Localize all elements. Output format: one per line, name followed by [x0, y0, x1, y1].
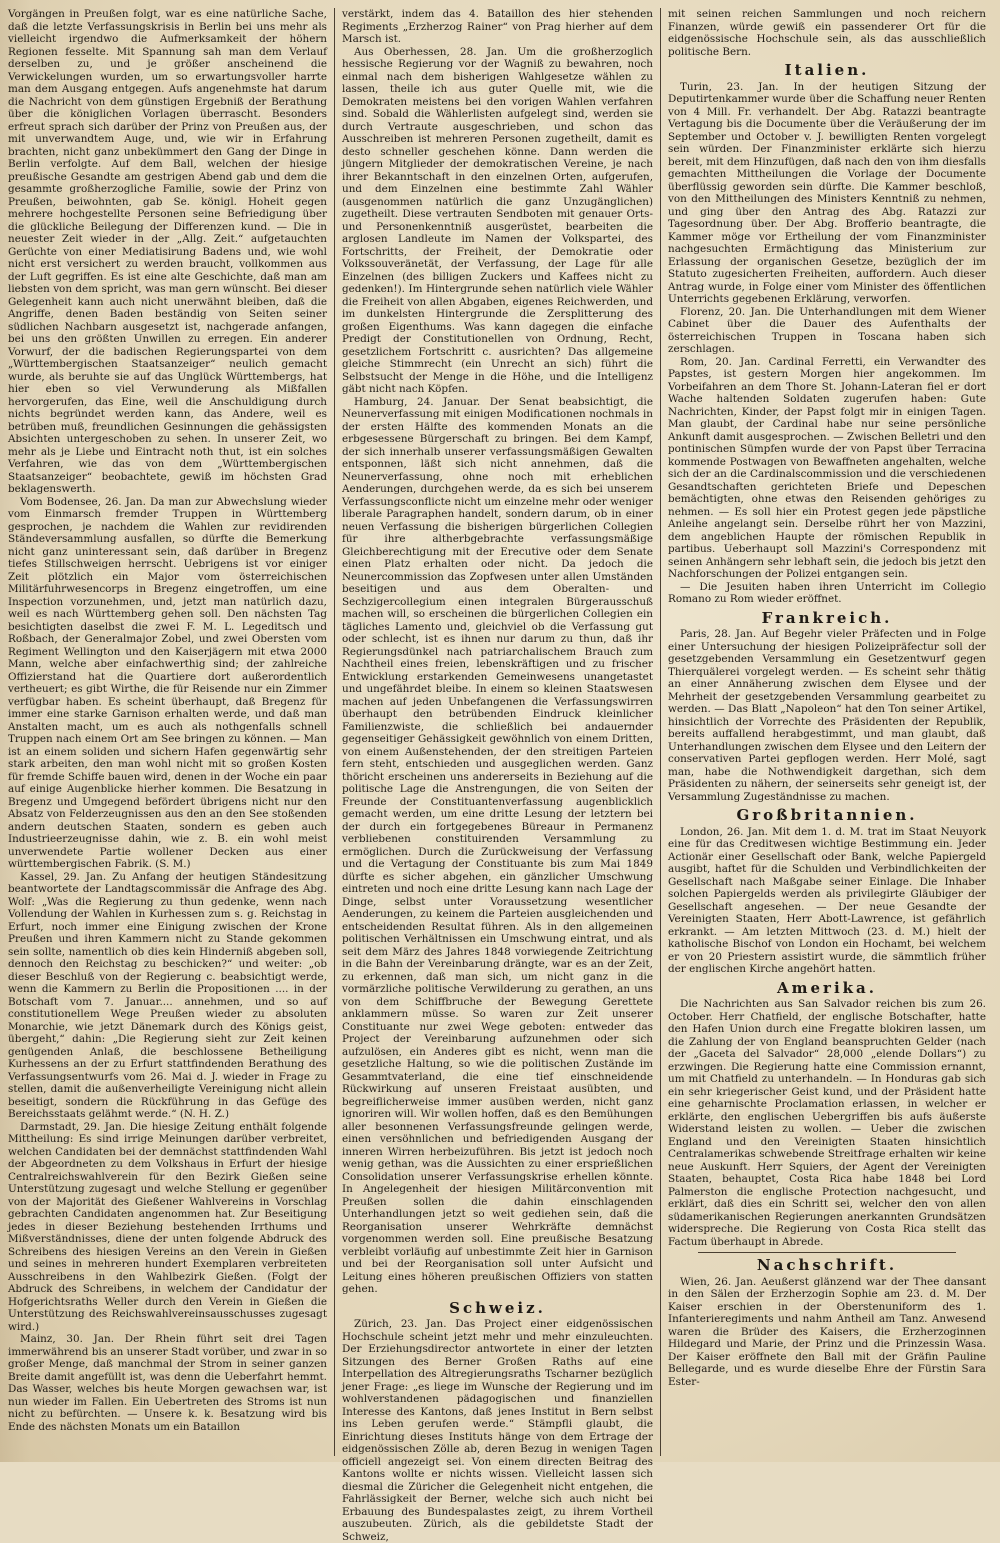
article-paragraph: — Die Jesuiten haben ihren Unterricht im Collegio Romano zu Rom wieder eröffnet. — [668, 580, 986, 605]
section-heading-schweiz: Schweiz. — [449, 1298, 546, 1317]
article-paragraph: Rom, 20. Jan. Cardinal Ferretti, ein Verwandter des Papstes, ist gestern Morgen hier angekommen. Im Vorbeifahren an dem Thore St. Johann-Lateran fiel er dort Wache haltenden Soldaten zugerufen haben: Gute Nachrichten, Kinder, der Papst folgt mir in einigen Tagen. Man glaubt, der Cardinal habe nur seine persönliche Ankunft damit ausgesprochen. — Zwischen Belletri und den pontinischen Sümpfen wurde der von Papst über Terracina kommende Postwagen von Bewaffneten angehalten, welche sich der an die Cardinalscommission und die verschiedenen Gesandtschaften gerichteten Briefe und Depeschen bemächtigten, ohne etwas den Reisenden gehöriges zu nehmen. — Es soll hier ein Protest gegen jede päpstliche Anleihe angelangt sein. Derselbe rührt her von Mazzini, dem angeblichen Haupte der römischen Republik in partibus. Ueberhaupt soll Mazzini's Correspondenz mit seinen Anhängern sehr lebhaft sein, die jedoch bis jetzt den Nachforschungen der Polizei entgangen sein. — [668, 355, 986, 580]
article-paragraph: mit seinen reichen Sammlungen und noch reichern Finanzen, würde gewiß ein passenderer Ort für die eidgenössische Hochschule sein, als das ausschließlich politische Bern. — [668, 8, 986, 58]
divider — [698, 1252, 956, 1253]
article-paragraph: Wien, 26. Jan. Aeußerst glänzend war der Thee dansant in den Sälen der Erzherzogin Sophie am 23. d. M. Der Kaiser erschien in der Oberstenuniform des 1. Infanterieregiments und nahm Antheil am Tanz. Anwesend waren die Brüder des Kaisers, die Erzherzoginnen Hildegard und Marie, der Prinz und die Prinzessin Wasa. Der Kaiser eröffnete den Ball mit der Gräfin Pauline Bellegarde, und es wurde dieselbe Ehre der Fürstin Sara Ester- — [668, 1275, 986, 1388]
article-paragraph: Vom Bodensee, 26. Jan. Da man zur Abwechslung wieder vom Einmarsch fremder Truppen in Württemberg gesprochen, je nachdem die Wahlen zur revidirenden Ständeversammlung ausfallen, so dürfte die Bemerkung nicht ganz uninteressant sein, daß darüber in Bregenz tiefes Stillschweigen herrscht. Uebrigens ist vor einiger Zeit plötzlich ein Major vom österreichischen Militärfuhrwesencorps in Bregenz eingetroffen, um eine Inspection vorzunehmen, und, jetzt man natürlich dazu, weil es nach Württemberg gehen soll. Den nächsten Tag besichtigten daselbst die zwei F. M. L. Legeditsch und Roßbach, der Generalmajor Zobel, und zwei Obersten vom Regiment Wellington und den Kaiserjägern mit etwa 2000 Mann, welche aber einfachwerthig sind; der zahlreiche Offizierstand hat die Quartiere dort außerordentlich vertheuert; es gibt Wirthe, die für Reisende nur ein Zimmer verfügbar haben. Es scheint überhaupt, daß Bregenz für immer eine starke Garnison erhalten werde, und daß man Anstalten macht, um es auch als nothgenfalls schnell Truppen nach einem Ort am See bringen zu können. — Man ist an einem soliden und sichern Hafen gegenwärtig sehr stark arbeiten, den man wohl nicht mit so großen Kosten für fremde Schiffe bauen wird, denen in der Woche ein paar auf einige Augenblicke hierher kommen. Die Besatzung in Bregenz und Umgegend befördert übrigens nicht nur den Absatz von Felderzeugnissen aus den an den See stoßenden andern deutschen Staaten, sondern es geben auch Industrieerzeugnisse dahin, wie z. B. ein wohl meist unverwendete Partie wollener Decken aus einer württembergischen Fabrik. (S. M.) — [8, 495, 327, 870]
article-paragraph: Zürich, 23. Jan. Das Project einer eidgenössischen Hochschule scheint jetzt mehr und mehr einzuleuchten. Der Erziehungsdirector antwortete in einer der letzten Sitzungen des Berner Großen Raths auf eine Interpellation des Altregierungsraths Tscharner bezüglich jener Frage: „es liege im Wunsche der Regierung und im wohlverstandenen pädagogischen und finanziellen Interesse des Kantons, daß jenes Institut in Bern selbst ins Leben gerufen werde.“ Stämpfli glaubt, die Einrichtung dieses Instituts hänge von dem Ertrage der eidgenössischen Zölle ab, deren Bezug in wenigen Tagen officiell angezeigt sei. Von einem directen Beitrag des Kantons wollte er nichts wissen. Vielleicht lassen sich diesmal die Züricher die Gelegenheit nicht entgehen, die Fahrlässigkeit der Berner, welche sich auch nicht bei Erbauung des Bundespalastes zeigt, zu ihrem Vortheil auszubeuten. Zürich, als die gebildetste Stadt der Schweiz, — [342, 1318, 653, 1543]
article-paragraph: Die Nachrichten aus San Salvador reichen bis zum 26. October. Herr Chatfield, der englische Botschafter, hatte den Hafen Union durch eine Fregatte blokiren lassen, um die Zahlung der von England beanspruchten Gelder (nach der „Gaceta del Salvador“ 28,000 „elende Dollars“) zu erzwingen. Die Regierung hatte eine Commission ernannt, um mit Chatfield zu unterhandeln. — In Honduras gab sich ein sehr kriegerischer Geist kund, und der Präsident hatte eine geharnischte Proclamation erlassen, in welcher er erklärte, den englischen Uebergriffen bis aufs äußerste Widerstand leisten zu wollen. — Ueber die zwischen England und den Vereinigten Staaten hinsichtlich Centralamerikas schwebende Streitfrage erhalten wir keine neue Auskunft. Herr Squiers, der Agent der Vereinigten Staaten, behauptet, Costa Rica habe 1848 bei Lord Palmerston die englische Protection nachgesucht, und erklärt, daß dies ein Schritt sei, welcher den von allen südamerikanischen Regierungen anerkannten Grundsätzen widerspreche. Die Regierung von Costa Rica stellt das Factum überhaupt in Abrede. — [668, 998, 986, 1248]
section-heading-nachschrift: Nachschrift. — [756, 1256, 898, 1274]
section-heading-amerika: Amerika. — [777, 978, 877, 997]
article-paragraph: Turin, 23. Jan. In der heutigen Sitzung der Deputirtenkammer wurde über die Schaffung neuer Renten von 4 Mill. Fr. verhandelt. Der Abg. Ratazzi beantragte Vertagung bis die Documente über die Veräußerung der im September und October v. J. bewilligten Renten vorgelegt sein würden. Der Finanzminister erklärte sich hierzu bereit, mit dem Hinzufügen, daß nach den von ihm diesfalls gemachten Mittheilungen die Vorlage der Documente überflüssig geworden sein dürfte. Die Kammer beschloß, von den Mittheilungen des Ministers Kenntniß zu nehmen, und ging über den Antrag des Abg. Ratazzi zur Tagesordnung über. Der Abg. Brofferio beantragte, die Kammer möge vor Ertheilung der vom Finanzminister nachgesuchten Ermächtigung das Ministerium zur Erlassung der organischen Gesetze, bezüglich der im Statuto zugesicherten Freiheiten, auffordern. Auch dieser Antrag wurde, in Folge einer vom Minister des öffentlichen Unterrichts gegebenen Erklärung, verworfen. — [668, 80, 986, 305]
section-heading-italien: Italien. — [784, 61, 870, 79]
column-3 — [660, 8, 986, 1456]
column-1 — [8, 8, 334, 1456]
article-paragraph: Darmstadt, 29. Jan. Die hiesige Zeitung enthält folgende Mittheilung: Es sind irrige Meinungen darüber verbreitet, welchen Candidaten bei der demnächst stattfindenden Wahl der Abgeordneten zu dem Volkshaus in Erfurt der hiesige Centralreichswahlverein für den Bezirk Gießen seine Unterstützung zugesagt und welche Stellung er gegenüber von der Majorität des Gießener Wahlvereins in Vorschlag gebrachten Candidaten angenommen hat. Zur Beseitigung jedes in dieser Beziehung bestehenden Irrthums und Mißverständnisses, diene der unten folgende Abdruck des Schreibens des hiesigen Vereins an den Verein in Gießen und seines in mehreren hundert Exemplaren verbreiteten Ausschreibens in den Wahlbezirk Gießen. (Folgt der Abdruck des Schreibens, in welchem der Candidatur der Hofgerichtsraths Weller durch den Verein in Gießen die Unterstützung des Reichswahlvereinsausschusses zugesagt wird.) — [8, 1120, 327, 1333]
column-2 — [334, 8, 660, 1543]
section-heading-grossbritannien: Großbritannien. — [736, 806, 918, 824]
section-heading-frankreich: Frankreich. — [761, 608, 893, 627]
article-paragraph: Vorgängen in Preußen folgt, war es eine natürliche Sache, daß die letzte Verfassungskrisis in Berlin bei uns mehr als vielleicht irgendwo die Aufmerksamkeit der höhern Regionen fesselte. Mit Spannung sah man dem Verlauf derselben zu, und je größer anscheinend die Verwickelungen wurden, um so erwartungsvoller harrte man dem Ausgang entgegen. Aufs angenehmste hat darum die Nachricht von dem günstigen Ergebniß der Berathung über die königlichen Vorlagen überrascht. Besonders erfreut sprach sich darüber der Prinz von Preußen aus, der mit unverwandtem Auge, und, wie wir in Erfahrung brachten, nicht ganz unbekümmert den Gang der Dinge in Berlin verfolgte. Auf dem Ball, welchen der hiesige preußische Gesandte am gestrigen Abend gab und dem die gesammte großherzogliche Familie, sowie der Prinz von Preußen, beiwohnten, gab Se. königl. Hoheit gegen mehrere hochgestellte Personen seine Befriedigung über die glückliche Beilegung der Differenzen kund. — Die in neuester Zeit wieder in der „Allg. Zeit.“ aufgetauchten Gerüchte von einer Mediatisirung Badens und, wie wohl nicht erst versichert zu werden braucht, vollkommen aus der Luft gegriffen. Es ist eine alte Geschichte, daß man am liebsten von dem spricht, was man gern wünscht. Bei dieser Gelegenheit kann auch nicht unerwähnt bleiben, daß die Angriffe, denen Baden beständig von Seiten seiner südlichen Nachbarn ausgesetzt ist, nachgerade anfangen, bei uns den größten Unwillen zu erregen. Ein anderer Vorwurf, der die badischen Regierungspartei von dem „Württembergischen Staatsanzeiger“ neulich gemacht wurde, als beruhte sie auf das Unglück Württembergs, hat hier eben so viel Verwunderung als Mißfallen hervorgerufen, das Eine, weil die Anschuldigung durch nichts begründet werden kann, das Andere, weil es betrüben muß, freundlichen Gesinnungen die gehässigsten Absichten untergeschoben zu sehen. In unserer Zeit, wo mehr als je Liebe und Eintracht noth thut, ist ein solches Verfahren, wie das von dem „Württembergischen Staatsanzeiger“ beobachtete, gewiß im höchsten Grad beklagenswerth. — [8, 8, 327, 495]
article-paragraph: Kassel, 29. Jan. Zu Anfang der heutigen Ständesitzung beantwortete der Landtagscommissär die Anfrage des Abg. Wolf: „Was die Regierung zu thun gedenke, wenn nach Vollendung der Wahlen in Kurhessen zum s. g. Reichstag in Erfurt, noch immer eine Einigung zwischen der Krone Preußen und ihren Kammern nicht zu Stande gekommen sein sollte, namentlich ob dies kein Hinderniß abgeben soll, dennoch den Reichstag zu beschicken?“ und weiter: „ob dieser Beschluß von der Regierung c. beabsichtigt werde, wenn die Kammern zu Berlin die Propositionen .... in der Botschaft vom 7. Januar.... annehmen, und so auf constitutionellem Wege Preußen wieder zu absoluten Monarchie, wie jetzt Dänemark durch des Königs geist, übergeht,“ dahin: „Die Regierung sieht zur Zeit keinen genügenden Anlaß, die beschlossene Betheiligung Kurhessens an der zu Erfurt stattfindenden Berathung des Verfassungsentwurfs vom 26. Mai d. J. wieder in Frage zu stellen, damit die außenverheiligte Vereinigung nicht allein beseitigt, sondern die Rückführung in das Gefüge des Bereichsstaats gelähmt werde.“ (N. H. Z.) — [8, 870, 327, 1120]
article-paragraph: Aus Oberhessen, 28. Jan. Um die großherzoglich hessische Regierung vor der Wagniß zu bewahren, noch einmal nach dem bisherigen Wahlgesetze wählen zu lassen, theile ich aus guter Quelle mit, wie die Demokraten meistens bei den vorigen Wahlen verfahren sind. Sobald die Wählerlisten aufgelegt sind, werden sie durch Vertraute ausgeschrieben, und schon das Ausschreiben ist mehreren Personen zugetheilt, damit es desto schneller geschehen könne. Dann werden die jüngern Mitglieder der demokratischen Vereine, je nach ihrer Bekanntschaft in den einzelnen Orten, aufgerufen, und dem Einzelnen eine bestimmte Zahl Wähler (ausgenommen natürlich die ganz Unzugänglichen) zugetheilt. Diese vertrauten Sendboten mit genauer Orts- und Personenkenntniß ausgerüstet, bearbeiten die arglosen Landleute im Namen der Volkspartei, des Fortschritts, der Freiheit, der Demokratie oder Volkssouveränetät, der Verfassung, der Lage für alle Einzelnen (des billigen Zuckers und Kaffees nicht zu gedenken!). Im Hintergrunde sehen natürlich viele Wähler die Freiheit von allen Abgaben, eigenes Reichwerden, und im dunkelsten Hintergrunde die Zersplitterung des großen Eigenthums. Was kann dagegen die einfache Predigt der Constitutionellen von Ordnung, Recht, gesetzlichem Fortschritt c. ausrichten? Das allgemeine gleiche Stimmrecht (ein Unrecht an sich) führt die Selbstsucht der Menge in die Höhe, und die Intelligenz gäbt nicht nach Köpfen. — [342, 45, 653, 395]
article-paragraph: Florenz, 20. Jan. Die Unterhandlungen mit dem Wiener Cabinet über die Dauer des Aufenthalts der österreichischen Truppen in Toscana haben sich zerschlagen. — [668, 305, 986, 355]
article-paragraph: Hamburg, 24. Januar. Der Senat beabsichtigt, die Neunerverfassung mit einigen Modificationen nochmals in der ersten Hälfte des kommenden Monats an die erbgesessene Bürgerschaft zu bringen. Bei dem Kampf, der sich innerhalb unserer verfassungsmäßigen Gewalten entsponnen, läßt sich nicht annehmen, daß die Neunerverfassung, ohne noch mit erheblichen Aenderungen, durchgehen werde, da es sich bei unserem Verfassungsconflicte nicht um einzelne mehr oder weniger liberale Paragraphen handelt, sondern darum, ob in einer neuen Verfassung die bisherigen bürgerlichen Collegien für ihre altherbgebrachte verfassungsmäßige Gleichberechtigung mit der Erecutive oder dem Senate einen Platz erhalten oder nicht. Da jedoch die Neunercommission das Zopfwesen unter allen Umständen beseitigen und aus dem Oberalten- und Sechzigercollegium einen integralen Bürgerausschuß machen will, so erscheinen die bürgerlichen Collegien ein tägliches Lamento und, gleichviel ob die Verfassung gut oder schlecht, ist es ihnen nur darum zu thun, daß ihr Regierungsdünkel nach patriarchalischem Brauch zum Nachtheil eines freien, lebenskräftigen und zu frischer Entwicklung erstarkenden Gemeinwesens unangetastet und ungefährdet bleibe. In einem so kleinen Staatswesen machen auf jeden Unbefangenen die Verfassungswirren überhaupt den betrübenden Eindruck kleinlicher Familienzwiste, die schließlich bei andauernder gegenseitiger Gehässigkeit gewöhnlich von einem Dritten, von einem Außenstehenden, der den streitigen Parteien fern steht, entschieden und ausgeglichen werden. Ganz thöricht erscheinen uns andererseits in Beziehung auf die politische Lage die Anstrengungen, die von Seiten der Freunde der Constituantenverfassung augenblicklich gemacht werden, um eine dritte Lesung der letztern bei der durch ein fortgegebenes Büreaur in Permanenz verbliebenen constituirenden Versammlung zu ermöglichen. Durch die Zurückweisung der Verfassung und die Vertagung der Constituante bis zum Mai 1849 dürfte es sicher abgehen, ein gänzlicher Umschwung eintreten und noch eine dritte Lesung kann nach Lage der Dinge, selbst unter Voraussetzung wesentlicher Aenderungen, zu keinem die Parteien ausgleichenden und entscheidenden Resultat führen. Als in den allgemeinen politischen Verhältnissen ein Umschwung eintrat, und als seit dem März des Jahres 1848 vorwiegende Zeitrichtung in die Bahn der Vereinbarung drängte, war es an der Zeit, zu erkennen, daß man sich, um nicht ganz in die vormärzliche politische Verwilderung zu gerathen, an uns von dem Schiffbruche der Bewegung Gerettete anklammern müsse. So waren zur Zeit unserer Constituante nur zwei Wege geboten: entweder das Project der Vereinbarung aufzunehmen oder sich aufzulösen, ein Anderes gibt es nicht, wenn man die gesetzliche Haltung, so wie die politischen Zustände im Gesammtvaterland, die eine tief einschneidende Rückwirkung auf unseren Freistaat ausübten, und begreiflicherweise immer ausüben werden, nicht ganz ignoriren will. Wir wollen hoffen, daß es den Bemühungen aller besonnenen Verfassungsfreunde gelingen werde, einen versöhnlichen und befriedigenden Ausgang der inneren Wirren herbeizuführen. Bis jetzt ist jedoch noch wenig gethan, was die Aussichten zu einer ersprießlichen Consolidation unserer Verfassungskrise erhellen könnte. In Angelegenheit der hiesigen Militärconvention mit Preußen sollen die dahin einschlagenden Unterhandlungen jetzt so weit gediehen sein, daß die Reorganisation unserer Wehrkräfte demnächst vorgenommen werden soll. Eine preußische Besatzung verbleibt vorläufig auf unbestimmte Zeit hier in Garnison und bei der Reorganisation soll unter Aufsicht und Leitung eines höheren preußischen Offiziers von statten gehen. — [342, 395, 653, 1295]
article-paragraph: Mainz, 30. Jan. Der Rhein führt seit drei Tagen immerwährend bis an unserer Stadt vorüber, und zwar in so großer Menge, daß manchmal der Strom in seiner ganzen Breite damit angefüllt ist, was denn die Ueberfahrt hemmt. Das Wasser, welches bis heute Morgen gewachsen war, ist nun wieder im Fallen. Ein Uebertreten des Stroms ist nun nicht zu befürchten. — Unsere k. k. Besatzung wird bis Ende des nächsten Monats um ein Bataillon — [8, 1333, 327, 1433]
columns — [8, 8, 990, 1543]
article-paragraph: verstärkt, indem das 4. Bataillon des hier stehenden Regiments „Erzherzog Rainer“ von Prag hierher auf dem Marsch ist. — [342, 8, 653, 45]
article-paragraph: Paris, 28. Jan. Auf Begehr vieler Präfecten und in Folge einer Untersuchung der hiesigen Polizeipräfectur soll der gesetzgebenden Versammlung ein Gesetzentwurf gegen Thierquälerei vorgelegt werden. — Es scheint sehr thätig an einer Annäherung zwischen dem Elysee und der Mehrheit der gesetzgebenden Versammlung gearbeitet zu werden. — Das Blatt „Napoleon“ hat den Ton seiner Artikel, hinsichtlich der Vorrechte des Präsidenten der Republik, bereits auffallend herabgestimmt, und man glaubt, daß Unterhandlungen zwischen dem Elysee und den Leitern der conservativen Partei gepflogen werden. Herr Molé, sagt man, habe die Nothwendigkeit dargethan, sich dem Präsidenten zu nähern, der seinerseits sehr geneigt ist, der Versammlung Zugeständnisse zu machen. — [668, 628, 986, 803]
article-paragraph: London, 26. Jan. Mit dem 1. d. M. trat im Staat Neuyork eine für das Creditwesen wichtige Bestimmung ein. Jeder Actionär einer Gesellschaft oder Bank, welche Papiergeld ausgibt, haftet für die Schulden und Verbindlichkeiten der Gesellschaft nach Maßgabe seiner Einlage. Die Inhaber solchen Papiergelds werden als privilegirte Gläubiger der Gesellschaft angesehen. — Der neue Gesandte der Vereinigten Staaten, Herr Abott-Lawrence, ist gefährlich erkrankt. — Am letzten Mittwoch (23. d. M.) hielt der katholische Bischof von London ein Hochamt, bei welchem er von 20 Priestern assistirt wurde, die sämmtlich früher der englischen Kirche angehört hatten. — [668, 825, 986, 975]
